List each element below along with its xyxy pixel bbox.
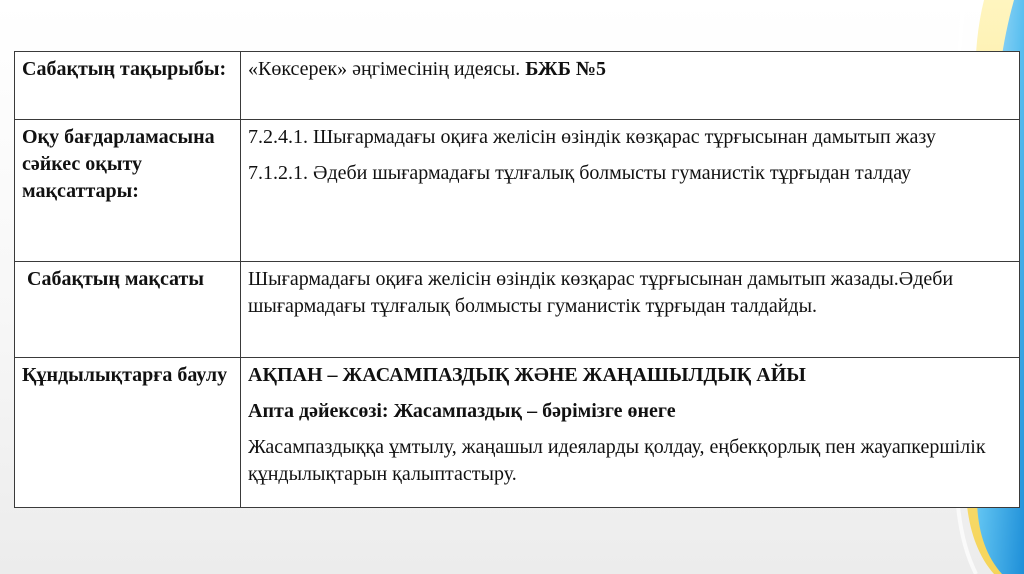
- objective-item: 7.2.4.1. Шығармадағы оқиға желісін өзіндік көзқарас тұрғысынан дамытып жазу: [248, 126, 936, 148]
- row-label-values: Құндылықтарға баулу: [15, 358, 241, 508]
- weekly-quote: Апта дәйексөзі: Жасампаздық – бәрімізге өнеге: [248, 400, 676, 422]
- row-content-objectives: [241, 120, 1020, 262]
- row-label-objectives: Оқу бағдарламасына сәйкес оқыту мақсаттары:: [15, 120, 241, 262]
- lesson-plan-table: [14, 51, 1020, 508]
- table-row-objectives: [15, 120, 1020, 262]
- lesson-goal-text: Шығармадағы оқиға желісін өзіндік көзқарас тұрғысынан дамытып жазады.Әдеби шығармадағы тұлғалық болмысты гуманистік тұрғыдан талдайды.: [248, 268, 954, 317]
- table-row-values: [15, 358, 1020, 508]
- row-label-lesson-goal: Сабақтың мақсаты: [15, 262, 241, 358]
- objective-item: 7.1.2.1. Әдеби шығармадағы тұлғалық болмысты гуманистік тұрғыдан талдау: [248, 162, 912, 184]
- row-label-topic: Сабақтың тақырыбы:: [15, 52, 241, 120]
- row-content-lesson-goal: [241, 262, 1020, 358]
- table-row-lesson-goal: [15, 262, 1020, 358]
- table-row-topic: [15, 52, 1020, 120]
- values-description: Жасампаздыққа ұмтылу, жаңашыл идеяларды қолдау, еңбекқорлық пен жауапкершілік құндылықтарын қалыптастыру.: [248, 436, 986, 485]
- row-content-values: [241, 358, 1020, 508]
- row-content-topic: [241, 52, 1020, 120]
- assessment-tag: БЖБ №5: [525, 58, 607, 80]
- month-theme-heading: АҚПАН – ЖАСАМПАЗДЫҚ ЖӘНЕ ЖАҢАШЫЛДЫҚ АЙЫ: [248, 364, 806, 386]
- topic-text: «Көксерек» әңгімесінің идеясы.: [248, 58, 526, 80]
